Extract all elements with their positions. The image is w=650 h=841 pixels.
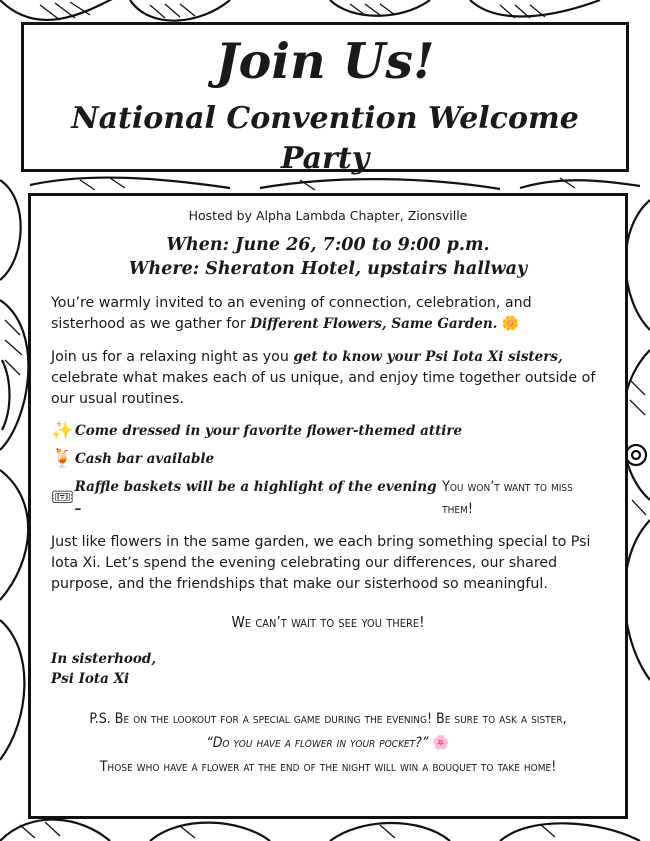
list-item bbox=[51, 448, 605, 470]
tropical-drink-icon: 🍹 bbox=[51, 448, 74, 469]
details-box bbox=[28, 193, 628, 819]
cherry-blossom-icon: 🌸 bbox=[432, 735, 450, 751]
list-item bbox=[51, 420, 605, 442]
list-item bbox=[51, 476, 605, 520]
daisy-icon: 🌼 bbox=[501, 316, 520, 332]
bullet-extra: You won’t want to miss them! bbox=[442, 479, 573, 517]
join-emphasis: get to know your Psi Iota Xi sisters, bbox=[293, 349, 563, 365]
hosted-by-line: Hosted by Alpha Lambda Chapter, Zionsville bbox=[188, 208, 468, 223]
closing-paragraph: Just like flowers in the same garden, we each bring something special to Psi Iota Xi. Let’s spend the evening celebrating our differences, our shared purpose, and the friendships that make our sisterhood so meaningful. bbox=[51, 534, 591, 592]
ps-line-3: Those who have a flower at the end of the night will win a bouquet to take home! bbox=[99, 759, 557, 775]
intro-paragraph bbox=[51, 293, 605, 335]
sparkles-icon: ✨ bbox=[51, 420, 74, 441]
ticket-icon: 🎟 bbox=[51, 487, 74, 508]
bullet-text: Cash bar available bbox=[75, 451, 215, 467]
sign-line-1: In sisterhood, bbox=[51, 651, 157, 667]
join-text-a: Join us for a relaxing night as you bbox=[51, 349, 294, 365]
signature bbox=[51, 649, 605, 689]
highlights-list bbox=[51, 420, 605, 520]
bullet-text: Raffle baskets will be a highlight of the evening – bbox=[74, 479, 437, 517]
ps-line-2: “Do you have a flower in your pocket?” bbox=[206, 735, 429, 751]
ps-line-2-wrap bbox=[51, 731, 605, 755]
sign-line-2: Psi Iota Xi bbox=[51, 671, 130, 687]
join-paragraph bbox=[51, 347, 605, 410]
page-subtitle: National Convention Welcome Party bbox=[71, 101, 579, 176]
where-line: Where: Sheraton Hotel, upstairs hallway bbox=[128, 259, 528, 279]
page-title: Join Us! bbox=[215, 32, 435, 90]
title-box bbox=[21, 22, 629, 176]
intro-text: You’re warmly invited to an evening of connection, celebration, and sisterhood as we gather for bbox=[51, 295, 532, 332]
theme-name: Different Flowers, Same Garden. bbox=[250, 316, 498, 332]
join-text-b: celebrate what makes each of us unique, and enjoy time together outside of our usual routines. bbox=[51, 370, 596, 407]
ps-line-1: P.S. Be on the lookout for a special game during the evening! Be sure to ask a sister, bbox=[89, 711, 567, 727]
postscript bbox=[51, 707, 605, 779]
when-line: When: June 26, 7:00 to 9:00 p.m. bbox=[166, 235, 490, 255]
bullet-text: Come dressed in your favorite flower-themed attire bbox=[75, 423, 463, 439]
cant-wait-line: We can’t wait to see you there! bbox=[231, 613, 425, 631]
